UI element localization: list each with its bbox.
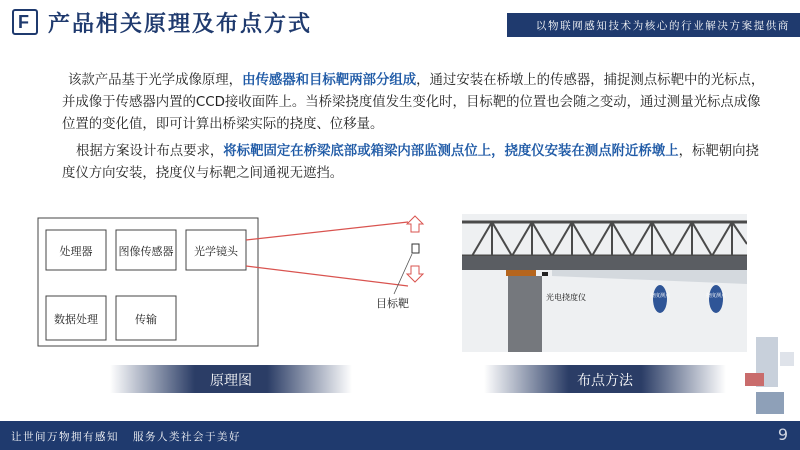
principle-diagram [32, 214, 452, 354]
text-run: ，通过安装在桥墩上的传感器，捕捉测点标靶中的光标点，并成像于传感器内置的CCD接收面阵上。当桥梁挠度值发生变化时，目标靶的位置也会随之变动，通过测量光标点成像位置的变化值，即可计算出桥梁实际的挠度、位移量。 [62, 73, 765, 132]
logo-letter: F [18, 12, 29, 32]
logo [12, 9, 38, 35]
header [0, 0, 800, 42]
caption-principle-text: 原理图 [210, 373, 252, 389]
optical-lens-label: 光学镜头 [194, 245, 238, 258]
device-outline [38, 218, 258, 346]
target-square [412, 244, 419, 253]
decor-block [780, 352, 794, 366]
arrow-down-icon [407, 266, 423, 282]
image-sensor-label: 图像传感器 [118, 245, 174, 258]
tagline: 以物联网感知技术为核心的行业解决方案提供商 [535, 20, 790, 32]
caption-layout [484, 365, 726, 393]
data-processing-label: 数据处理 [54, 313, 98, 326]
optical-ray-bottom [246, 266, 408, 286]
paragraph-principle [62, 70, 770, 136]
bridge-illustration [462, 214, 747, 352]
header-banner [507, 13, 800, 37]
target-label: 目标靶 [376, 297, 409, 310]
page-title: 产品相关原理及布点方式 [48, 12, 313, 37]
processor-label: 处理器 [59, 245, 93, 258]
page-number: 9 [777, 425, 788, 444]
text-run: ，标靶朝向挠度仪方向安装，挠度仪与标靶之间通视无遮挡。 [62, 144, 759, 181]
footer-slogan-1: 让世间万物拥有感知 [11, 431, 119, 443]
target-marker-1-label: 挠度测点 [649, 293, 671, 299]
highlight-text: 将标靶固定在桥梁底部或箱梁内部监测点位上，挠度仪安装在测点附近桥墩上 [223, 144, 679, 159]
caption-principle [110, 365, 352, 393]
arrow-up-icon [407, 216, 423, 232]
bridge-layout-photo [462, 214, 747, 352]
highlight-text: 由传感器和目标靶两部分组成 [242, 73, 417, 88]
footer-slogan-2: 服务人类社会于美好 [133, 431, 241, 443]
footer [0, 421, 800, 450]
device-label: 光电挠度仪 [546, 293, 586, 302]
decor-block-accent [745, 373, 764, 386]
optical-ray-top [246, 222, 408, 240]
text-run: 根据方案设计布点要求， [76, 144, 224, 159]
transmission-label: 传输 [135, 313, 157, 326]
decor-block [756, 392, 784, 414]
caption-layout-text: 布点方法 [577, 373, 633, 389]
text-run: 该款产品基于光学成像原理， [68, 73, 243, 88]
target-marker-2-label: 挠度测点 [705, 293, 727, 299]
paragraph-layout [62, 141, 770, 185]
